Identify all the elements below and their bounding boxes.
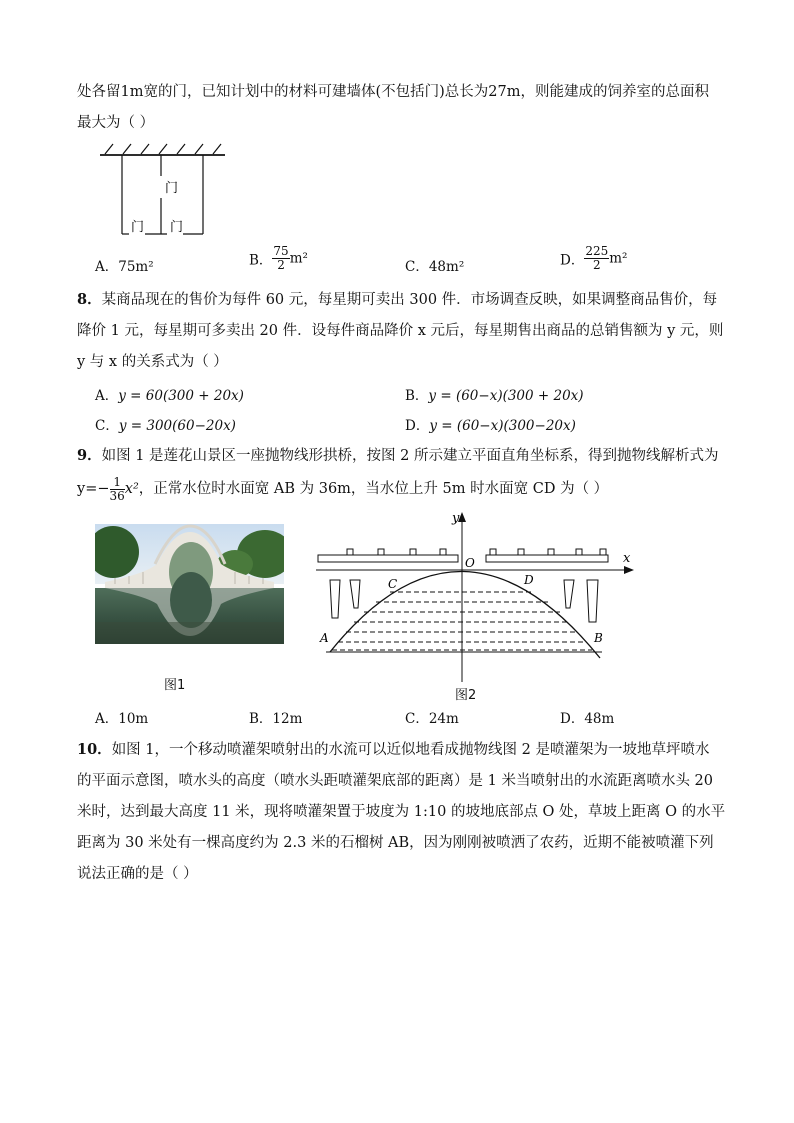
q9-fig2-label-b: B	[594, 631, 603, 645]
q8-text-line-2: 降价 1 元，每星期可多卖出 20 件．设每件商品降价 x 元后，每星期售出商品的总销售额为 y 元，则	[77, 323, 724, 339]
q7-option-a[interactable]: A．75m²	[95, 259, 154, 275]
q7-text-line-2: 最大为（ ）	[77, 115, 155, 131]
q9-figure-1-caption: 图1	[164, 678, 186, 693]
q9-figure-1-bridge-photo	[95, 524, 284, 644]
q10-text-line-3: 米时，达到最大高度 11 米，现将喷灌架置于坡度为 1:10 的坡地底部点 O 处，草坡上距离 O 的水平	[77, 804, 726, 820]
q9-figure-2-caption: 图2	[455, 688, 477, 703]
q7-room-diagram	[95, 140, 230, 238]
q10-text-line-1: 10．如图 1，一个移动喷灌架喷射出的水流可以近似地看成抛物线图 2 是喷灌架为一坡地草坪喷水	[77, 741, 710, 758]
q8-option-b[interactable]: B．y = (60−x)(300 + 20x)	[405, 388, 584, 404]
q9-fig2-label-d: D	[524, 573, 534, 587]
q8-option-d[interactable]: D．y = (60−x)(300−20x)	[405, 418, 576, 434]
q10-text-line-2: 的平面示意图，喷水头的高度（喷水头距喷灌架底部的距离）是 1 米当喷射出的水流距离喷水头 20	[77, 773, 713, 789]
q9-fig2-label-x: x	[623, 551, 631, 566]
q9-fig2-label-o: O	[465, 556, 475, 570]
q9-fig2-label-c: C	[388, 577, 398, 591]
q7-text-line-1: 处各留1m宽的门，已知计划中的材料可建墙体(不包括门)总长为27m，则能建成的饲养室的总面积	[77, 84, 709, 100]
q9-text-line-1: 9．如图 1 是莲花山景区一座抛物线形拱桥，按图 2 所示建立平面直角坐标系，得到抛物线解析式为	[77, 447, 719, 464]
q9-option-a[interactable]: A．10m	[95, 711, 149, 727]
q7-option-c[interactable]: C．48m²	[405, 259, 465, 275]
q9-option-d[interactable]: D．48m	[560, 711, 615, 727]
q7-door-label-right: 门	[170, 220, 184, 235]
q9-figure-2-diagram	[312, 510, 642, 690]
q9-option-b[interactable]: B．12m	[249, 711, 303, 727]
q9-formula-fraction: $\frac{1}{36}$	[109, 474, 125, 503]
q7-option-d-fraction: $\frac{225}{2}$	[585, 244, 609, 272]
q9-fig2-label-a: A	[320, 631, 329, 645]
q8-option-a[interactable]: A．y = 60(300 + 20x)	[95, 388, 244, 404]
q9-text-line-2: y=− $\frac{1}{36}$ x²，正常水位时水面宽 AB 为 36m，当水位上升 5m 时水面宽 CD 为（ ）	[77, 474, 609, 503]
q10-text-line-5: 说法正确的是（ ）	[77, 866, 198, 882]
q8-option-c[interactable]: C．y = 300(60−20x)	[95, 418, 236, 434]
q9-option-c[interactable]: C．24m	[405, 711, 459, 727]
q10-text-line-4: 距离为 30 米处有一棵高度约为 2.3 米的石榴树 AB，因为刚刚被喷洒了农药，近期不能被喷灌下列	[77, 835, 714, 851]
q8-text-line-3: y 与 x 的关系式为（ ）	[77, 354, 228, 370]
q7-option-b-fraction: $\frac{75}{2}$	[273, 244, 289, 272]
q7-door-label-top: 门	[165, 181, 179, 196]
q7-option-b[interactable]: B． $\frac{75}{2}$ m²	[249, 244, 308, 272]
q9-fig2-label-y: y	[452, 511, 460, 526]
q8-text-line-1: 8．某商品现在的售价为每件 60 元，每星期可卖出 300 件．市场调查反映，如果调整商品售价，每	[77, 291, 718, 308]
q7-door-label-left: 门	[131, 220, 145, 235]
q7-option-d[interactable]: D． $\frac{225}{2}$ m²	[560, 244, 628, 272]
